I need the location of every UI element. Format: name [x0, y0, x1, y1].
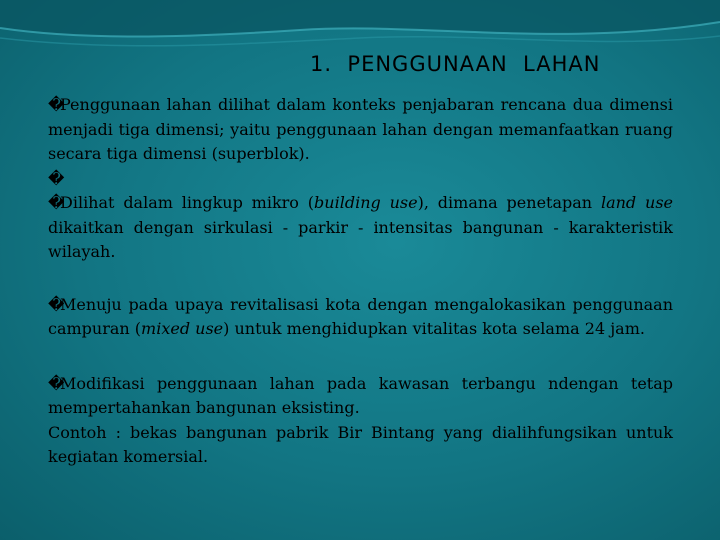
header-swoosh-decoration: [0, 0, 720, 90]
paragraph-2-text-a: Dilihat dalam lingkup mikro (: [60, 193, 315, 212]
title-text: PENGGUNAAN LAHAN: [347, 52, 601, 76]
bullet-icon: �: [48, 373, 65, 393]
paragraph-2-text-b: ), dimana penetapan: [417, 193, 601, 212]
paragraph-1: [48, 93, 673, 167]
paragraph-2: [48, 191, 673, 265]
paragraph-4-text: Modifikasi penggunaan lahan pada kawasan terbangu ndengan tetap mempertahankan bangunan eksisting.: [48, 373, 673, 417]
slide-content: [48, 93, 673, 470]
title-number: 1.: [310, 52, 333, 76]
empty-bullet-line: [48, 167, 673, 192]
paragraph-3-em-mixed-use: mixed use: [141, 319, 224, 338]
paragraph-2-em-land-use: land use: [600, 193, 674, 212]
bullet-icon: �: [48, 193, 65, 212]
paragraph-4: [48, 372, 673, 421]
bullet-icon: �: [48, 168, 65, 188]
bullet-icon: �: [48, 294, 65, 314]
paragraph-2-em-building-use: building use: [314, 193, 418, 212]
paragraph-3-text-a: Menuju pada upaya revitalisasi kota dengan mengalokasikan penggunaan campuran (: [48, 294, 673, 338]
bullet-icon: �: [48, 95, 65, 114]
paragraph-5: [48, 421, 673, 470]
paragraph-5-text: Contoh : bekas bangunan pabrik Bir Bintang yang dialihfungsikan untuk kegiatan komersial.: [48, 422, 673, 466]
slide-title: [310, 52, 600, 76]
paragraph-1-text: Penggunaan lahan dilihat dalam konteks penjabaran rencana dua dimensi menjadi tiga dimensi; yaitu penggunaan lahan dengan memanfaatkan ruang secara tiga dimensi (superblok).: [48, 95, 673, 163]
paragraph-3: [48, 293, 673, 342]
paragraph-2-text-c: dikaitkan dengan sirkulasi - parkir - intensitas bangunan - karakteristik wilayah.: [48, 217, 673, 261]
paragraph-3-text-b: ) untuk menghidupkan vitalitas kota selama 24 jam.: [223, 319, 645, 338]
